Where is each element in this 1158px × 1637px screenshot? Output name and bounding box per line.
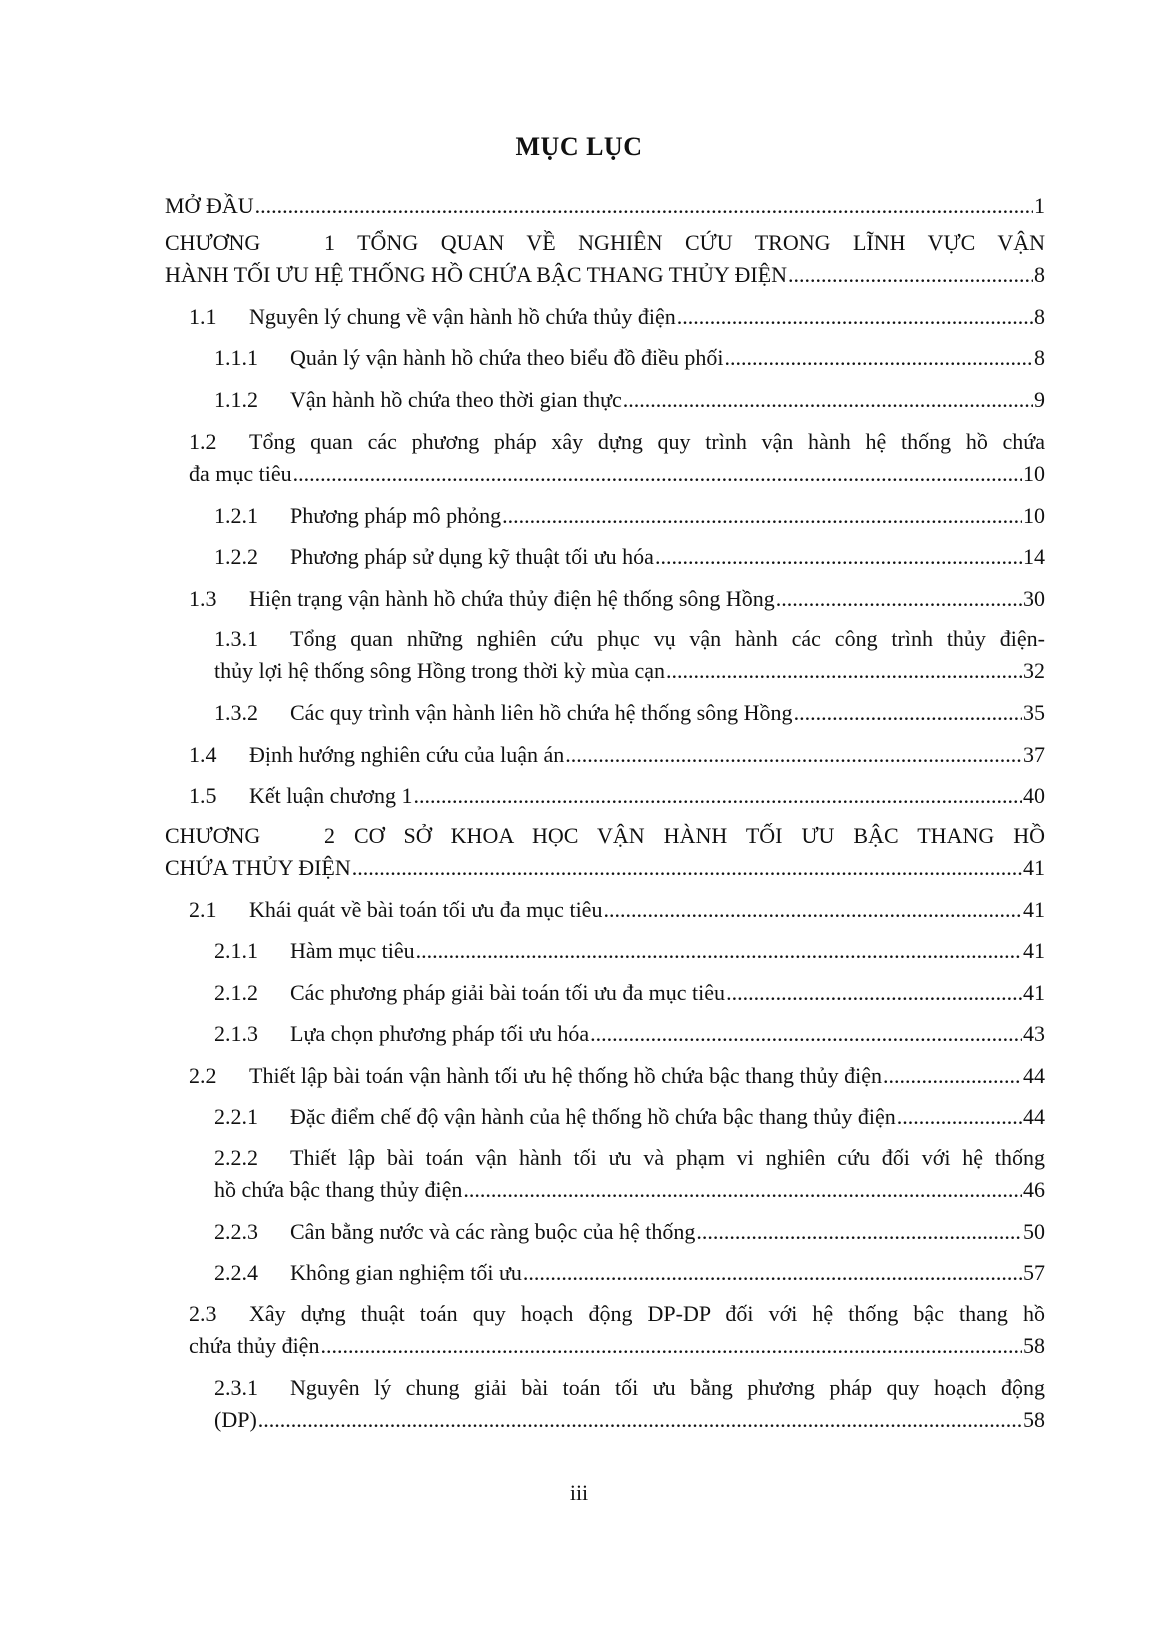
dot-leader	[523, 1257, 1022, 1289]
toc-entry-number: 1.3	[189, 586, 217, 611]
toc-page-number: 10	[1023, 503, 1045, 528]
toc-page-number: 41	[1023, 980, 1045, 1005]
toc-page-number: 1	[1034, 193, 1045, 218]
page-number: iii	[569, 1480, 589, 1505]
toc-page-number: 46	[1023, 1177, 1045, 1202]
toc-entry-title: Nguyên lý chung về vận hành hồ chứa thủy điện	[249, 304, 676, 329]
toc-entry-title: thủy lợi hệ thống sông Hồng trong thời kỳ mùa cạn	[214, 658, 665, 683]
toc-entry-title: Hiện trạng vận hành hồ chứa thủy điện hệ thống sông Hồng	[249, 586, 775, 611]
toc-page-number: 41	[1023, 855, 1045, 880]
toc-entry-1-3[interactable]	[189, 583, 1045, 615]
toc-entry-1-2[interactable]	[189, 426, 1045, 490]
toc-entry-2-3-1[interactable]	[214, 1372, 1045, 1436]
dot-leader	[725, 342, 1034, 374]
toc-entry-title: Kết luận chương 1	[249, 783, 413, 808]
toc-entry-number: 2.1.2	[214, 980, 258, 1005]
toc-entry-2-2[interactable]	[189, 1060, 1045, 1092]
toc-entry-title: Đặc điểm chế độ vận hành của hệ thống hồ chứa bậc thang thủy điện	[290, 1104, 896, 1129]
dot-leader	[776, 583, 1022, 615]
toc-entry-chapter-1[interactable]	[165, 227, 1045, 291]
toc-page-number: 58	[1023, 1333, 1045, 1358]
toc-entry-number: 2.2.2	[214, 1145, 258, 1170]
toc-entry-title: MỞ ĐẦU	[165, 193, 254, 218]
dot-leader	[502, 500, 1022, 532]
toc-entry-number: 2.1.3	[214, 1021, 258, 1046]
toc-entry-title: Hàm mục tiêu	[290, 938, 415, 963]
toc-entry-number: 1.2.2	[214, 544, 258, 569]
toc-entry-title: CƠ SỞ KHOA HỌC VẬN HÀNH TỐI ƯU BẬC THANG HỒ	[354, 823, 1045, 848]
toc-entry-2-2-2[interactable]	[214, 1142, 1045, 1206]
dot-leader	[666, 655, 1022, 687]
toc-entry-title: Khái quát về bài toán tối ưu đa mục tiêu	[249, 897, 603, 922]
dot-leader	[788, 259, 1033, 291]
toc-entry-1-2-1[interactable]	[214, 500, 1045, 532]
dot-leader	[463, 1174, 1022, 1206]
toc-entry-title: Phương pháp mô phỏng	[290, 503, 502, 528]
dot-leader	[794, 697, 1022, 729]
toc-entry-2-1-3[interactable]	[214, 1018, 1045, 1050]
toc-entry-number: 1.1.2	[214, 387, 258, 412]
dot-leader	[677, 301, 1033, 333]
dot-leader	[320, 1330, 1022, 1362]
toc-entry-2-1-2[interactable]	[214, 977, 1045, 1009]
toc-entry-2-2-4[interactable]	[214, 1257, 1045, 1289]
toc-entry-mo-dau[interactable]	[165, 190, 1045, 222]
toc-entry-number: 1.2.1	[214, 503, 258, 528]
toc-page-number: 35	[1023, 700, 1045, 725]
toc-entry-title: Thiết lập bài toán vận hành tối ưu hệ thống hồ chứa bậc thang thủy điện	[249, 1063, 882, 1088]
toc-entry-number: CHƯƠNG 2	[165, 823, 335, 848]
toc-entry-2-2-3[interactable]	[214, 1216, 1045, 1248]
dot-leader	[258, 1404, 1022, 1436]
dot-leader	[726, 977, 1022, 1009]
toc-entry-2-1[interactable]	[189, 894, 1045, 926]
toc-entry-number: 1.1.1	[214, 345, 258, 370]
dot-leader	[603, 894, 1022, 926]
toc-page-number: 37	[1023, 742, 1045, 767]
toc-entry-title: CHỨA THỦY ĐIỆN	[165, 855, 351, 880]
dot-leader	[696, 1216, 1022, 1248]
dot-leader	[590, 1018, 1022, 1050]
toc-entry-1-1[interactable]	[189, 301, 1045, 333]
dot-leader	[413, 780, 1022, 812]
dot-leader	[565, 739, 1022, 771]
toc-entry-title: Phương pháp sử dụng kỹ thuật tối ưu hóa	[290, 544, 654, 569]
toc-entry-title: đa mục tiêu	[189, 461, 292, 486]
toc-entry-number: 2.1.1	[214, 938, 258, 963]
toc-entry-number: 2.2.1	[214, 1104, 258, 1129]
toc-entry-number: 1.3.1	[214, 626, 258, 651]
toc-entry-2-1-1[interactable]	[214, 935, 1045, 967]
toc-entry-title: Tổng quan những nghiên cứu phục vụ vận hành các công trình thủy điện-	[290, 626, 1045, 651]
toc-page-number: 44	[1023, 1104, 1045, 1129]
toc-entry-title: HÀNH TỐI ƯU HỆ THỐNG HỒ CHỨA BẬC THANG THỦY ĐIỆN	[165, 262, 788, 287]
toc-entry-number: 2.2.4	[214, 1260, 258, 1285]
toc-entry-title: (DP)	[214, 1407, 257, 1432]
toc-entry-2-2-1[interactable]	[214, 1101, 1045, 1133]
toc-entry-title: Cân bằng nước và các ràng buộc của hệ thống	[290, 1219, 696, 1244]
toc-entry-2-3[interactable]	[189, 1298, 1045, 1362]
dot-leader	[883, 1060, 1022, 1092]
toc-entry-title: Vận hành hồ chứa theo thời gian thực	[290, 387, 622, 412]
toc-entry-title: hồ chứa bậc thang thủy điện	[214, 1177, 463, 1202]
toc-entry-number: 1.1	[189, 304, 217, 329]
toc-entry-title: TỔNG QUAN VỀ NGHIÊN CỨU TRONG LĨNH VỰC VẬN	[357, 230, 1045, 255]
toc-entry-number: 2.1	[189, 897, 217, 922]
toc-page-number: 41	[1023, 897, 1045, 922]
toc-entry-number: 1.2	[189, 429, 217, 454]
toc-entry-1-1-2[interactable]	[214, 384, 1045, 416]
dot-leader	[293, 458, 1022, 490]
dot-leader	[416, 935, 1022, 967]
toc-entry-1-3-1[interactable]	[214, 623, 1045, 687]
toc-entry-number: 2.3.1	[214, 1375, 258, 1400]
toc-entry-1-1-1[interactable]	[214, 342, 1045, 374]
toc-page-number: 14	[1023, 544, 1045, 569]
dot-leader	[623, 384, 1033, 416]
toc-page-number: 8	[1034, 262, 1045, 287]
toc-entry-number: 1.4	[189, 742, 217, 767]
toc-page-number: 30	[1023, 586, 1045, 611]
dot-leader	[255, 190, 1033, 222]
toc-entry-title: Không gian nghiệm tối ưu	[290, 1260, 522, 1285]
toc-entry-number: CHƯƠNG 1	[165, 230, 335, 255]
toc-page-number: 8	[1034, 345, 1045, 370]
toc-page-number: 57	[1023, 1260, 1045, 1285]
toc-entry-number: 2.3	[189, 1301, 217, 1326]
toc-page-number: 41	[1023, 938, 1045, 963]
dot-leader	[655, 541, 1022, 573]
dot-leader	[352, 852, 1022, 884]
dot-leader	[897, 1101, 1022, 1133]
toc-entry-1-2-2[interactable]	[214, 541, 1045, 573]
toc-entry-title: chứa thủy điện	[189, 1333, 320, 1358]
toc-entry-1-3-2[interactable]	[214, 697, 1045, 729]
toc-page-number: 8	[1034, 304, 1045, 329]
toc-entry-number: 1.3.2	[214, 700, 258, 725]
toc-entry-title: Định hướng nghiên cứu của luận án	[249, 742, 565, 767]
toc-entry-number: 2.2	[189, 1063, 217, 1088]
toc-entry-number: 1.5	[189, 783, 217, 808]
toc-page-number: 32	[1023, 658, 1045, 683]
toc-entry-title: Quản lý vận hành hồ chứa theo biểu đồ điều phối	[290, 345, 724, 370]
toc-page-number: 9	[1034, 387, 1045, 412]
toc-page-number: 44	[1023, 1063, 1045, 1088]
toc-page-number: 43	[1023, 1021, 1045, 1046]
toc-entry-number: 2.2.3	[214, 1219, 258, 1244]
toc-entry-1-4[interactable]	[189, 739, 1045, 771]
toc-entry-title: Nguyên lý chung giải bài toán tối ưu bằng phương pháp quy hoạch động	[290, 1375, 1045, 1400]
toc-entry-title: Lựa chọn phương pháp tối ưu hóa	[290, 1021, 590, 1046]
toc-page-number: 40	[1023, 783, 1045, 808]
toc-entry-chapter-2[interactable]	[165, 820, 1045, 884]
toc-entry-title: Tổng quan các phương pháp xây dựng quy trình vận hành hệ thống hồ chứa	[249, 429, 1045, 454]
toc-page-number: 10	[1023, 461, 1045, 486]
toc-entry-title: Xây dựng thuật toán quy hoạch động DP-DP đối với hệ thống bậc thang hồ	[249, 1301, 1045, 1326]
toc-entry-title: Thiết lập bài toán vận hành tối ưu và phạm vi nghiên cứu đối với hệ thống	[290, 1145, 1045, 1170]
toc-entry-title: Các quy trình vận hành liên hồ chứa hệ thống sông Hồng	[290, 700, 793, 725]
toc-entry-title: Các phương pháp giải bài toán tối ưu đa mục tiêu	[290, 980, 726, 1005]
page-title: MỤC LỤC	[515, 132, 643, 161]
toc-page-number: 58	[1023, 1407, 1045, 1432]
toc-page-number: 50	[1023, 1219, 1045, 1244]
toc-entry-1-5[interactable]	[189, 780, 1045, 812]
